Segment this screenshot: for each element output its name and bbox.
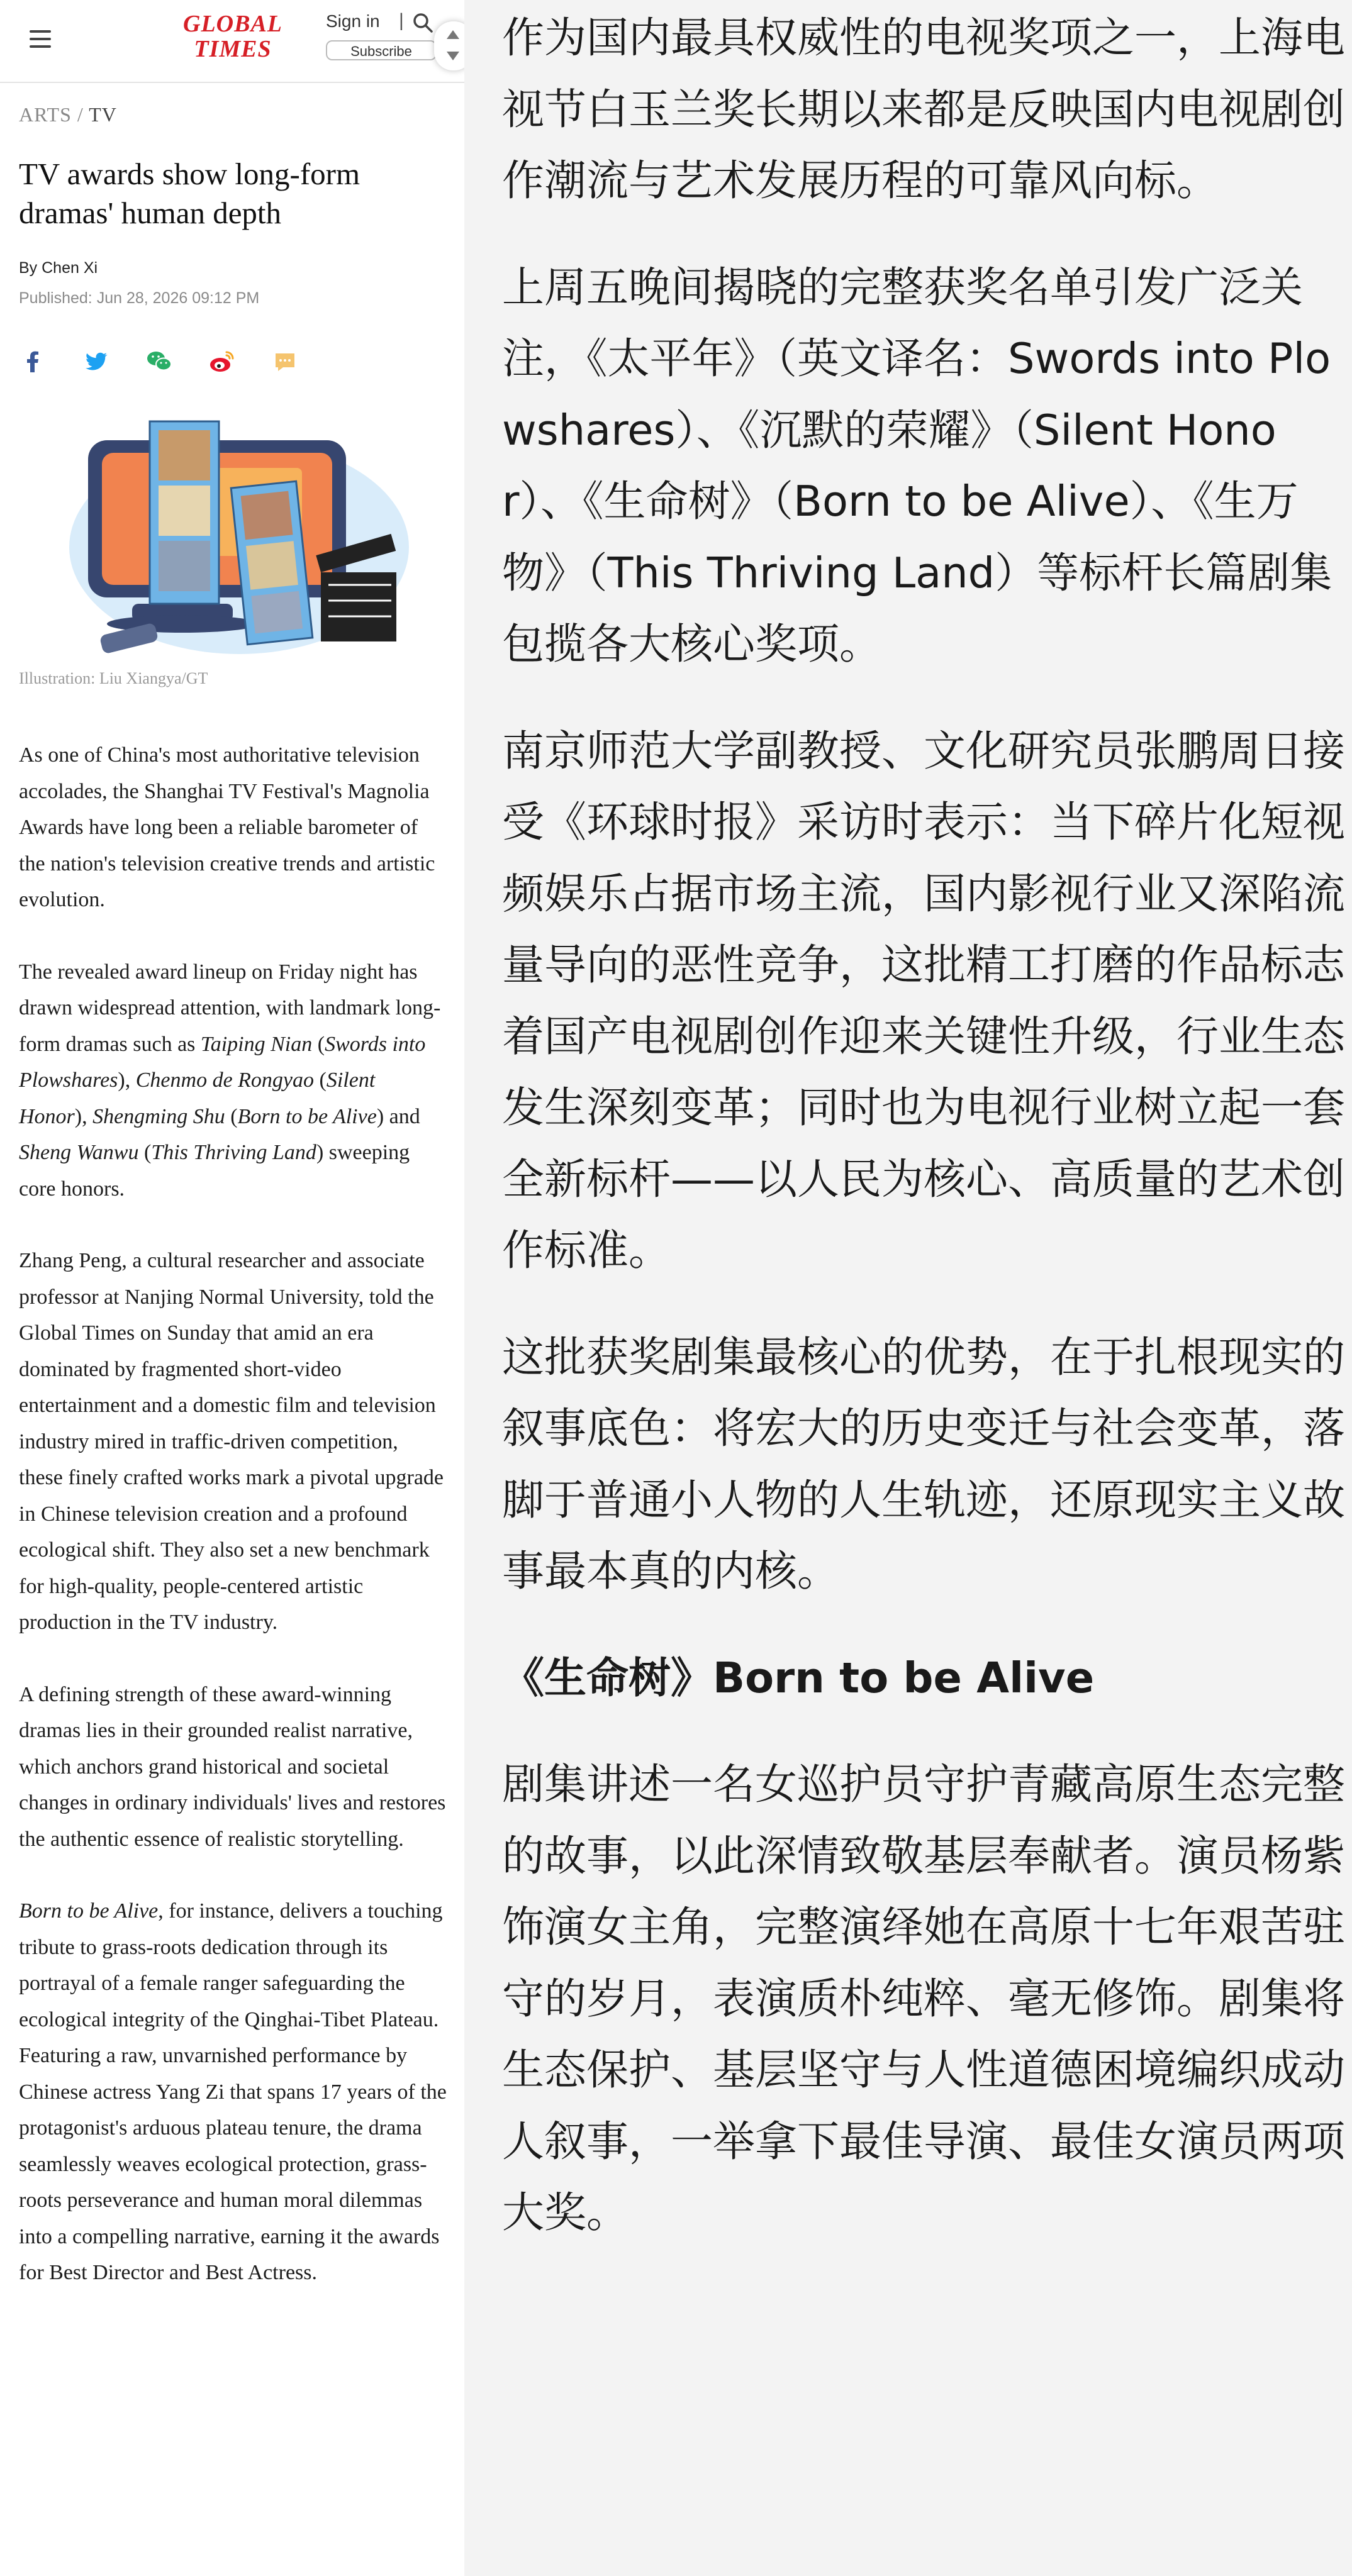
article-byline: By Chen Xi xyxy=(19,259,98,277)
english-paragraph-4: A defining strength of these award-winning dramas lies in their grounded realist narrative, which anchors grand historical and societal changes in ordinary individuals' lives and restores the authentic essence of realistic storytelling. xyxy=(19,1682,446,1851)
chinese-article-body xyxy=(502,3,1345,2284)
tv-illustration-image xyxy=(57,415,409,667)
p2-outro: sweeping core honors. xyxy=(19,1141,410,1201)
title-silent-honor: Silent Honor xyxy=(19,1069,376,1128)
title-born-to-be-alive: Born to be Alive xyxy=(237,1104,377,1128)
weibo-icon[interactable] xyxy=(208,347,237,376)
global-times-logo[interactable] xyxy=(171,11,294,65)
title-taiping-nian: Taiping Nian xyxy=(200,1032,313,1056)
title-this-thriving-land: This Thriving Land xyxy=(151,1141,316,1164)
p2-intro: The revealed award lineup on Friday night has drawn widespread attention, with landmark long-form dramas such as xyxy=(19,960,441,1056)
search-icon[interactable] xyxy=(411,11,434,34)
sign-in-link[interactable]: Sign in xyxy=(326,11,380,31)
chinese-paragraph-5: 剧集讲述一名女巡护员守护青藏高原生态完整的故事，以此深情致敬基层奉献者。演员杨紫饰演女主角，完整演绎她在高原十七年艰苦驻守的岁月，表演质朴纯粹、毫无修饰。剧集将生态保护、基层坚守与人性道德困境编织成动人叙事，一举拿下最佳导演、最佳女演员两项大奖。 xyxy=(502,1760,1345,2237)
chinese-paragraph-4: 这批获奖剧集最核心的优势，在于扎根现实的叙事底色：将宏大的历史变迁与社会变革，落脚于普通小人物的人生轨迹，还原现实主义故事最本真的内核。 xyxy=(502,1332,1345,1596)
breadcrumb-section-arts[interactable]: ARTS xyxy=(19,103,72,126)
scroll-up-down-widget[interactable] xyxy=(434,21,464,70)
hamburger-menu-icon[interactable] xyxy=(26,25,54,53)
scroll-down-arrow-icon[interactable] xyxy=(447,52,459,60)
english-paragraph-3: Zhang Peng, a cultural researcher and associate professor at Nanjing Normal University, told the Global Times on Sunday that amid an era dominated by fragmented short-video entertainment and a domestic film and television industry mired in traffic-driven competition, these finely crafted works mark a pivotal upgrade in Chinese television creation and a profound ecological shift. They also set a new benchmark for high-quality, people-centered artistic production in the TV industry. xyxy=(19,1249,444,1634)
header-separator: | xyxy=(399,10,404,31)
breadcrumb xyxy=(19,103,117,126)
english-article-body xyxy=(19,737,447,2291)
english-paragraph-1: As one of China's most authoritative television accolades, the Shanghai TV Festival's Magnolia Awards have long been a reliable barometer of the nation's television creative trends and artistic evolution. xyxy=(19,743,435,911)
chinese-subheading: 《生命树》Born to be Alive xyxy=(502,1653,1095,1702)
title-sheng-wanwu: Sheng Wanwu xyxy=(19,1141,139,1164)
title-chenmo-de-rongyao: Chenmo de Rongyao xyxy=(135,1069,315,1092)
facebook-icon[interactable] xyxy=(19,347,48,376)
subscribe-button[interactable]: Subscribe xyxy=(326,40,437,60)
site-header xyxy=(0,0,464,83)
breadcrumb-separator: / xyxy=(77,103,84,126)
wechat-icon[interactable] xyxy=(145,347,174,376)
comment-icon[interactable] xyxy=(271,347,299,376)
title-shengming-shu: Shengming Shu xyxy=(92,1104,225,1128)
logo-line-global: GLOBAL xyxy=(183,11,282,37)
english-paragraph-5 xyxy=(19,1893,447,2291)
p5-text: , for instance, delivers a touching tribute to grass-roots dedication through its portrayal of a female ranger safeguarding the ecological integrity of the Qinghai-Tibet Plateau. Featuring a raw, unvarnished performance by Chinese actress Yang Zi that spans 17 years of the protagonist's arduous plateau tenure, the drama seamlessly weaves ecological protection, grass-roots perseverance and human moral dilemmas into a compelling narrative, earning it the awards for Best Director and Best Actress. xyxy=(19,1899,447,2284)
chinese-paragraph-1: 作为国内最具权威性的电视奖项之一，上海电视节白玉兰奖长期以来都是反映国内电视剧创作潮流与艺术发展历程的可靠风向标。 xyxy=(502,13,1345,205)
film-strip-1 xyxy=(150,421,219,604)
p5-title-born-to-be-alive: Born to be Alive xyxy=(19,1899,159,1923)
chinese-text-panel xyxy=(464,0,1352,2576)
english-paragraph-2: The revealed award lineup on Friday night has drawn widespread attention, with landmark long-form dramas such as Taiping Nian (Swords into Plowshares), Chenmo de Rongyao (Silent Honor), Shengming Shu (Born to be Alive) and Sheng Wanwu (This Thriving Land) sweeping core honors. xyxy=(19,960,441,1201)
logo-line-times: TIMES xyxy=(194,36,272,62)
article-published-date: Published: Jun 28, 2026 09:12 PM xyxy=(19,289,260,307)
english-article-panel xyxy=(0,0,464,2576)
chinese-paragraph-3: 南京师范大学副教授、文化研究员张鹏周日接受《环球时报》采访时表示：当下碎片化短视频娱乐占据市场主流，国内影视行业又深陷流量导向的恶性竞争，这批精工打磨的作品标志着国产电视剧创作迎来关键性升级，行业生态发生深刻变革；同时也为电视行业树立起一套全新标杆——以人民为核心、高质量的艺术创作标准。 xyxy=(502,726,1345,1275)
article-headline: TV awards show long-form dramas' human depth xyxy=(19,157,360,230)
illustration-caption: Illustration: Liu Xiangya/GT xyxy=(19,669,208,687)
twitter-icon[interactable] xyxy=(82,347,111,376)
chinese-paragraph-2: 上周五晚间揭晓的完整获奖名单引发广泛关注，《太平年》（英文译名：Swords into Plowshares）、《沉默的荣耀》（Silent Honor）、《生命树》（Born to be Alive）、《生万物》（This Thriving Land）等标杆长篇剧集包揽各大核心奖项。 xyxy=(502,262,1332,669)
title-swords-into-plowshares: Swords into Plowshares xyxy=(19,1032,426,1092)
breadcrumb-subsection-tv[interactable]: TV xyxy=(89,103,117,126)
scroll-up-arrow-icon[interactable] xyxy=(447,30,459,39)
